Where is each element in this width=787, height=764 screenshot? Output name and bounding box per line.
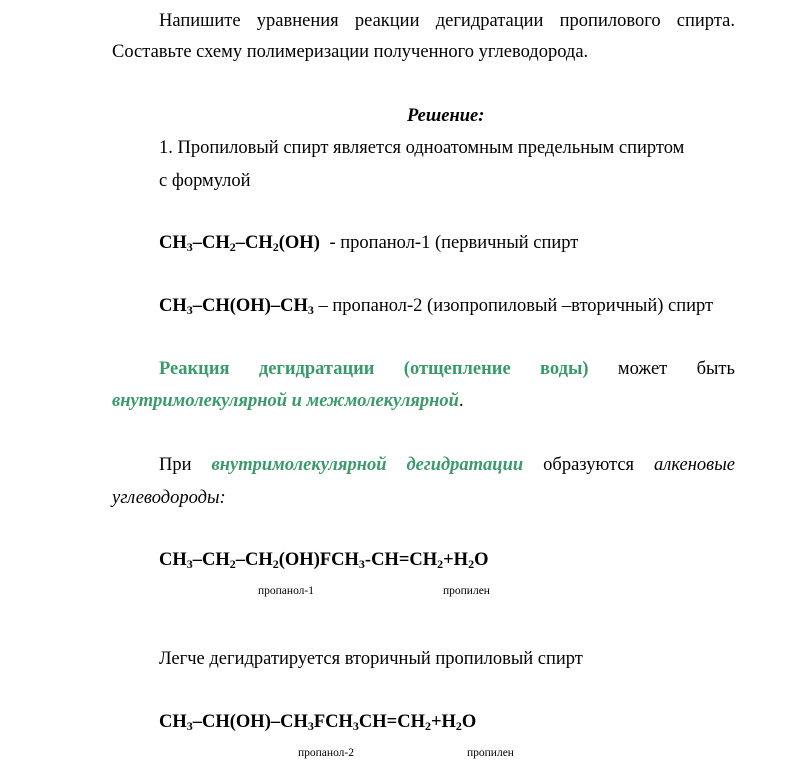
green-word: воды)	[540, 359, 589, 379]
formula-sub: 3	[307, 719, 314, 733]
formula-part: (OH)	[278, 233, 320, 253]
formula-part: CH	[159, 233, 187, 253]
formula-part: CH	[159, 712, 187, 732]
word: При	[159, 455, 192, 475]
formula-sub: 2	[229, 240, 236, 254]
formula-part: –CH	[192, 550, 230, 570]
formula-sub: 3	[352, 719, 359, 733]
solution-heading: Решение:	[407, 106, 485, 126]
formula-part: CH	[159, 550, 187, 570]
formula-sub: 2	[455, 719, 462, 733]
formula-sub: 2	[468, 557, 475, 571]
formula-part: (OH)	[278, 550, 320, 570]
formula-description: - пропанол-1 (первичный спирт	[324, 233, 579, 253]
task-word: пропилового	[559, 11, 661, 31]
formula-part: O	[474, 550, 489, 570]
formula-sub: 2	[424, 719, 431, 733]
reaction2-label-product: пропилен	[467, 747, 514, 759]
formula-part: -CH=CH	[364, 550, 438, 570]
green-italic-word: внутримолекулярной	[211, 455, 387, 475]
green-italic-phrase: внутримолекулярной и межмолекулярной	[112, 391, 459, 411]
formula-sub: 3	[307, 303, 314, 317]
reaction-types-line-2	[112, 390, 464, 412]
formula-propanol-1	[159, 232, 578, 254]
formula-sub: 3	[186, 303, 193, 317]
green-word: Реакция	[159, 359, 230, 379]
formula-part: –CH	[192, 233, 230, 253]
formula-part: –CH	[235, 233, 273, 253]
word: может	[617, 359, 668, 379]
formula-sub: 3	[358, 557, 365, 571]
formula-sub: 3	[186, 557, 193, 571]
task-word: Напишите	[159, 11, 241, 31]
formula-sub: 3	[186, 240, 193, 254]
reaction1-label-reactant: пропанол-1	[258, 585, 314, 597]
formula-description: – пропанол-2 (изопропиловый –вторичный) спирт	[313, 296, 714, 316]
italic-word: алкеновые	[654, 455, 735, 475]
task-line-1	[159, 10, 735, 32]
formula-part: O	[461, 712, 477, 732]
reaction-equation-1	[159, 549, 488, 571]
formula-part: CH	[159, 296, 187, 316]
arrow-glyph: F	[319, 550, 332, 570]
green-word: (отщепление	[403, 359, 511, 379]
formula-sub: 2	[272, 240, 279, 254]
green-italic-word: дегидратации	[406, 455, 524, 475]
formula-propanol-2	[159, 295, 713, 317]
formula-part: +H	[443, 550, 469, 570]
formula-part: CH	[325, 712, 353, 732]
formula-part: CH	[331, 550, 359, 570]
formula-part: CH=CH	[358, 712, 425, 732]
intramolecular-line-2: углеводороды:	[112, 488, 226, 508]
reaction1-label-product: пропилен	[443, 585, 490, 597]
word: образуются	[543, 455, 635, 475]
reaction-equation-2	[159, 711, 476, 733]
formula-sub: 2	[272, 557, 279, 571]
formula-sub: 2	[437, 557, 444, 571]
task-line-2: Составьте схему полимеризации полученного углеводорода.	[112, 42, 589, 62]
period: .	[458, 391, 464, 411]
formula-part: –CH(OH)–CH	[192, 296, 308, 316]
task-word: спирта.	[676, 11, 735, 31]
item1-line-2: с формулой	[159, 171, 251, 191]
task-word: дегидратации	[435, 11, 544, 31]
formula-sub: 3	[186, 719, 193, 733]
task-word: реакции	[354, 11, 420, 31]
secondary-statement: Легче дегидратируется вторичный пропиловый спирт	[159, 649, 583, 669]
reaction-types-line-1	[159, 358, 735, 380]
reaction2-label-reactant: пропанол-2	[298, 747, 354, 759]
arrow-glyph: F	[313, 712, 326, 732]
item1-line-1: 1. Пропиловый спирт является одноатомным предельным спиртом	[159, 138, 685, 158]
formula-part: –CH	[235, 550, 273, 570]
word: быть	[696, 359, 735, 379]
intramolecular-line-1	[159, 454, 735, 476]
green-word: дегидратации	[258, 359, 375, 379]
formula-sub: 2	[229, 557, 236, 571]
formula-part: +H	[430, 712, 456, 732]
formula-part: –CH(OH)–CH	[192, 712, 308, 732]
task-word: уравнения	[256, 11, 339, 31]
